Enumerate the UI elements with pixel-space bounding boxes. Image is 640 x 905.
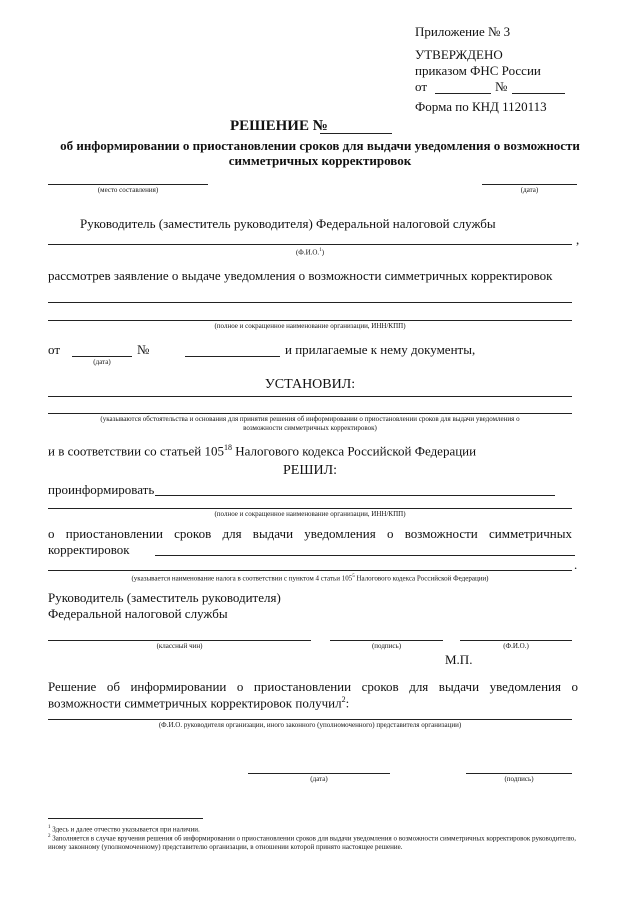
signer-title-1: Руководитель (заместитель руководителя): [48, 590, 281, 605]
inform-org-caption: (полное и сокращенное наименование организации, ИНН/КПП): [214, 510, 406, 518]
footnote-2: $^2$ Заполняется в случае вручения решения об информировании о приостановлении сроков для выдачи уведомления о возможности симметричных корректировок руководителю, иному законному (уполномоченному) представителю организации, в отношении которой принято настоящее решение.: [48, 834, 576, 852]
review-org-line-2[interactable]: [48, 320, 572, 321]
head-fio-line[interactable]: [48, 244, 572, 245]
inform-org-line-1[interactable]: [155, 495, 555, 496]
order-date-line[interactable]: [435, 93, 491, 94]
tax-caption: (указывается наименование налога в соответствии с пунктом 4 статьи $105^5$ Налогового кодекса Российской Федерации): [131, 574, 489, 583]
from-label: от: [48, 342, 61, 357]
established-line-2[interactable]: [48, 413, 572, 414]
receipt-signature-caption: (подпись): [504, 775, 534, 783]
signer-fio-caption: (Ф.И.О.): [503, 642, 529, 650]
attached-text: и прилагаемые к нему документы,: [285, 342, 476, 357]
receipt-date-line[interactable]: [248, 773, 390, 774]
head-fio-caption: (Ф.И.О.$^1$): [295, 248, 325, 257]
stamp-label: М.П.: [445, 652, 473, 667]
signer-signature-caption: (подпись): [371, 642, 402, 650]
decision-subtitle-2: симметричных корректировок: [228, 153, 412, 168]
head-comma: ,: [576, 232, 580, 247]
decision-subtitle-1: об информировании о приостановлении сроков для выдачи уведомления о возможности: [60, 138, 580, 153]
established-line-1[interactable]: [48, 396, 572, 397]
application-date-line[interactable]: [72, 356, 132, 357]
date-caption: (дата): [520, 186, 539, 194]
signer-title-2: Федеральной налоговой службы: [48, 606, 228, 621]
head-text: Руководитель (заместитель руководителя) Федеральной налоговой службы: [80, 216, 496, 231]
tax-line-1[interactable]: [155, 555, 575, 556]
place-caption: (место составления): [97, 186, 159, 194]
established-caption-1: (указываются обстоятельства и основания для принятия решения об информировании о приостановлении сроков для выдачи уведомления о: [100, 415, 520, 423]
representative-line[interactable]: [48, 719, 572, 720]
form-code: Форма по КНД 1120113: [415, 99, 547, 114]
date-line[interactable]: [482, 184, 577, 185]
signer-fio-line[interactable]: [460, 640, 572, 641]
tax-period: .: [574, 557, 578, 572]
receipt-date-caption: (дата): [310, 775, 328, 783]
footnote-separator: [48, 818, 203, 819]
order-number-label: №: [495, 79, 508, 94]
tax-line-2[interactable]: [48, 570, 572, 571]
order-label: приказом ФНС России: [415, 63, 541, 78]
application-number-label: №: [137, 342, 150, 357]
approved-label: УТВЕРЖДЕНО: [415, 47, 503, 62]
established-heading: УСТАНОВИЛ:: [264, 377, 356, 392]
decided-heading: РЕШИЛ:: [283, 463, 337, 478]
class-rank-caption: (классный чин): [156, 642, 203, 650]
review-org-line-1[interactable]: [48, 302, 572, 303]
inform-org-line-2[interactable]: [48, 508, 572, 509]
application-date-caption: (дата): [93, 358, 111, 366]
place-line[interactable]: [48, 184, 208, 185]
decision-title: РЕШЕНИЕ №: [230, 118, 328, 134]
inform-label: проинформировать: [48, 482, 155, 497]
suspension-text-2: корректировок: [48, 542, 130, 557]
class-rank-line[interactable]: [48, 640, 311, 641]
decision-number-line[interactable]: [320, 133, 392, 134]
review-org-caption: (полное и сокращенное наименование организации, ИНН/КПП): [214, 322, 406, 330]
application-number-line[interactable]: [185, 356, 280, 357]
receipt-text-2: возможности симметричных корректировок получил$^2$:: [48, 695, 350, 711]
order-number-line[interactable]: [512, 93, 565, 94]
footnote-1: $^1$ Здесь и далее отчество указывается при наличии.: [48, 825, 200, 834]
receipt-signature-line[interactable]: [466, 773, 572, 774]
review-text: рассмотрев заявление о выдаче уведомления о возможности симметричных корректировок: [48, 268, 553, 283]
established-caption-2: возможности симметричных корректировок): [243, 424, 377, 432]
receipt-text-1: Решение об информировании о приостановлении сроков для выдачи уведомления о: [48, 679, 578, 694]
signer-signature-line[interactable]: [330, 640, 443, 641]
suspension-text-1: о приостановлении сроков для выдачи уведомления о возможности симметричных: [48, 526, 572, 541]
appendix-label: Приложение № 3: [415, 24, 511, 39]
article-text: и в соответствии со статьей $105^{18}$ Налогового кодекса Российской Федерации: [48, 443, 477, 459]
representative-caption: (Ф.И.О. руководителя организации, иного законного (уполномоченного) представителя организации): [158, 721, 462, 729]
order-from-label: от: [415, 79, 428, 94]
